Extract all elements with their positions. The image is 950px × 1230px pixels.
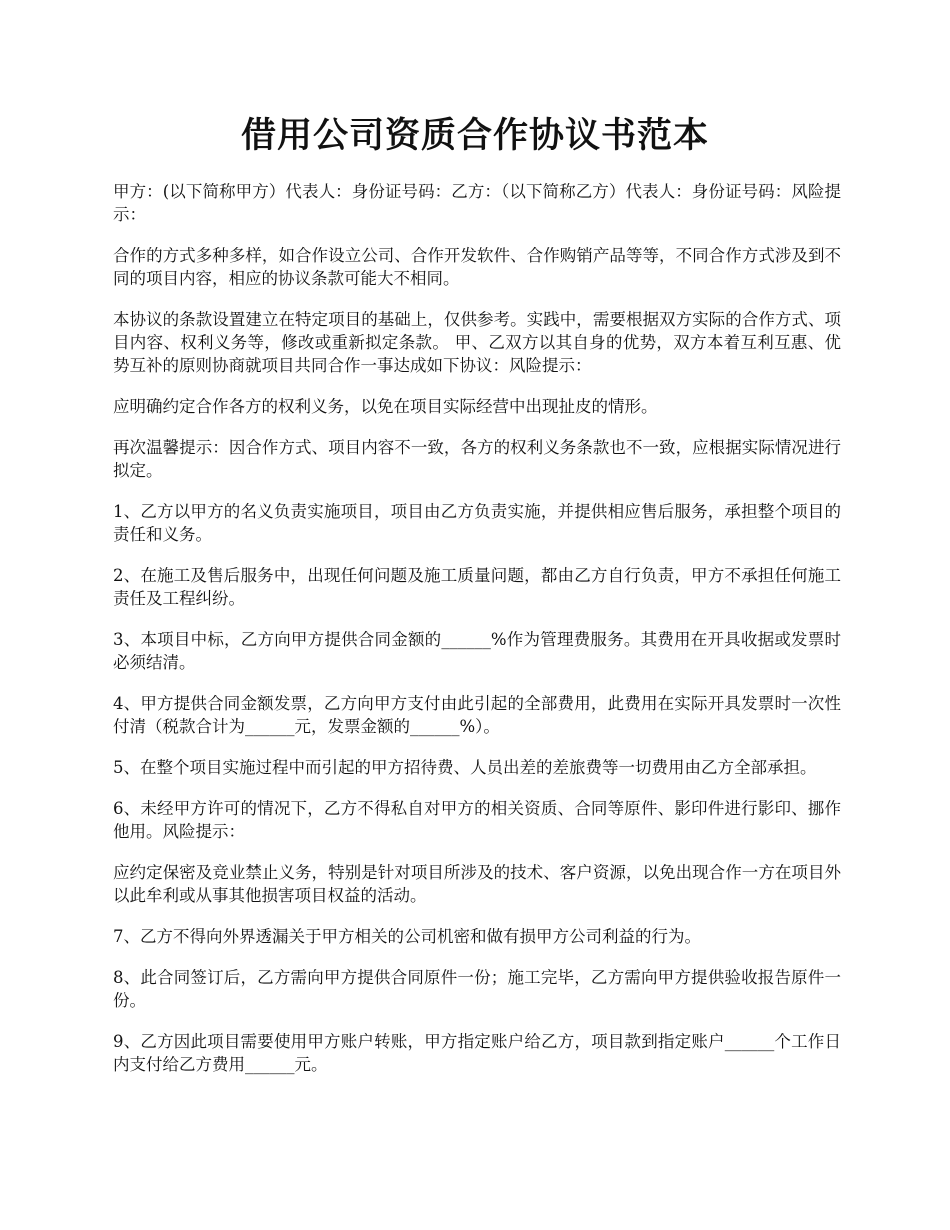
clause-8: 8、此合同签订后，乙方需向甲方提供合同原件一份；施工完毕，乙方需向甲方提供验收报告原件一份。 xyxy=(113,968,841,1010)
clause-6: 6、未经甲方许可的情况下，乙方不得私自对甲方的相关资质、合同等原件、影印件进行影印、挪作他用。风险提示： xyxy=(113,799,841,841)
paragraph-cooperation-methods: 合作的方式多种多样，如合作设立公司、合作开发软件、合作购销产品等等，不同合作方式涉及到不同的项目内容，相应的协议条款可能大不相同。 xyxy=(113,246,841,288)
document-body xyxy=(113,180,841,1094)
clause-4: 4、甲方提供合同金额发票，乙方向甲方支付由此引起的全部费用，此费用在实际开具发票时一次性付清（税款合计为______元，发票金额的______%）。 xyxy=(113,694,841,736)
clause-3: 3、本项目中标，乙方向甲方提供合同金额的______%作为管理费服务。其费用在开具收据或发票时必须结清。 xyxy=(113,630,841,672)
paragraph-rights-duties-tip: 应明确约定合作各方的权利义务，以免在项目实际经营中出现扯皮的情形。 xyxy=(113,397,658,416)
clause-2: 2、在施工及售后服务中，出现任何问题及施工质量问题，都由乙方自行负责，甲方不承担任何施工责任及工程纠纷。 xyxy=(113,566,841,608)
document-title: 借用公司资质合作协议书范本 xyxy=(240,115,709,156)
paragraph-confidentiality-tip: 应约定保密及竞业禁止义务，特别是针对项目所涉及的技术、客户资源，以免出现合作一方在项目外以此牟利或从事其他损害项目权益的活动。 xyxy=(113,863,841,905)
clause-5: 5、在整个项目实施过程中而引起的甲方招待费、人员出差的差旅费等一切费用由乙方全部承担。 xyxy=(113,758,817,777)
clause-9: 9、乙方因此项目需要使用甲方账户转账，甲方指定账户给乙方，项目款到指定账户______个工作日内支付给乙方费用______元。 xyxy=(113,1032,841,1074)
paragraph-parties: 甲方：(以下简称甲方）代表人：身份证号码：乙方：（以下简称乙方）代表人：身份证号码：风险提示： xyxy=(113,182,841,224)
clause-1: 1、乙方以甲方的名义负责实施项目，项目由乙方负责实施，并提供相应售后服务，承担整个项目的责任和义务。 xyxy=(113,502,841,544)
clause-7: 7、乙方不得向外界透漏关于甲方相关的公司机密和做有损甲方公司利益的行为。 xyxy=(113,927,701,946)
paragraph-agreement-basis: 本协议的条款设置建立在特定项目的基础上，仅供参考。实践中，需要根据双方实际的合作方式、项目内容、权利义务等，修改或重新拟定条款。 甲、乙双方以其自身的优势，双方本着互利互惠、优势互补的原则协商就项目共同合作一事达成如下协议：风险提示： xyxy=(113,310,841,375)
paragraph-reminder: 再次温馨提示：因合作方式、项目内容不一致，各方的权利义务条款也不一致，应根据实际情况进行拟定。 xyxy=(113,438,841,480)
